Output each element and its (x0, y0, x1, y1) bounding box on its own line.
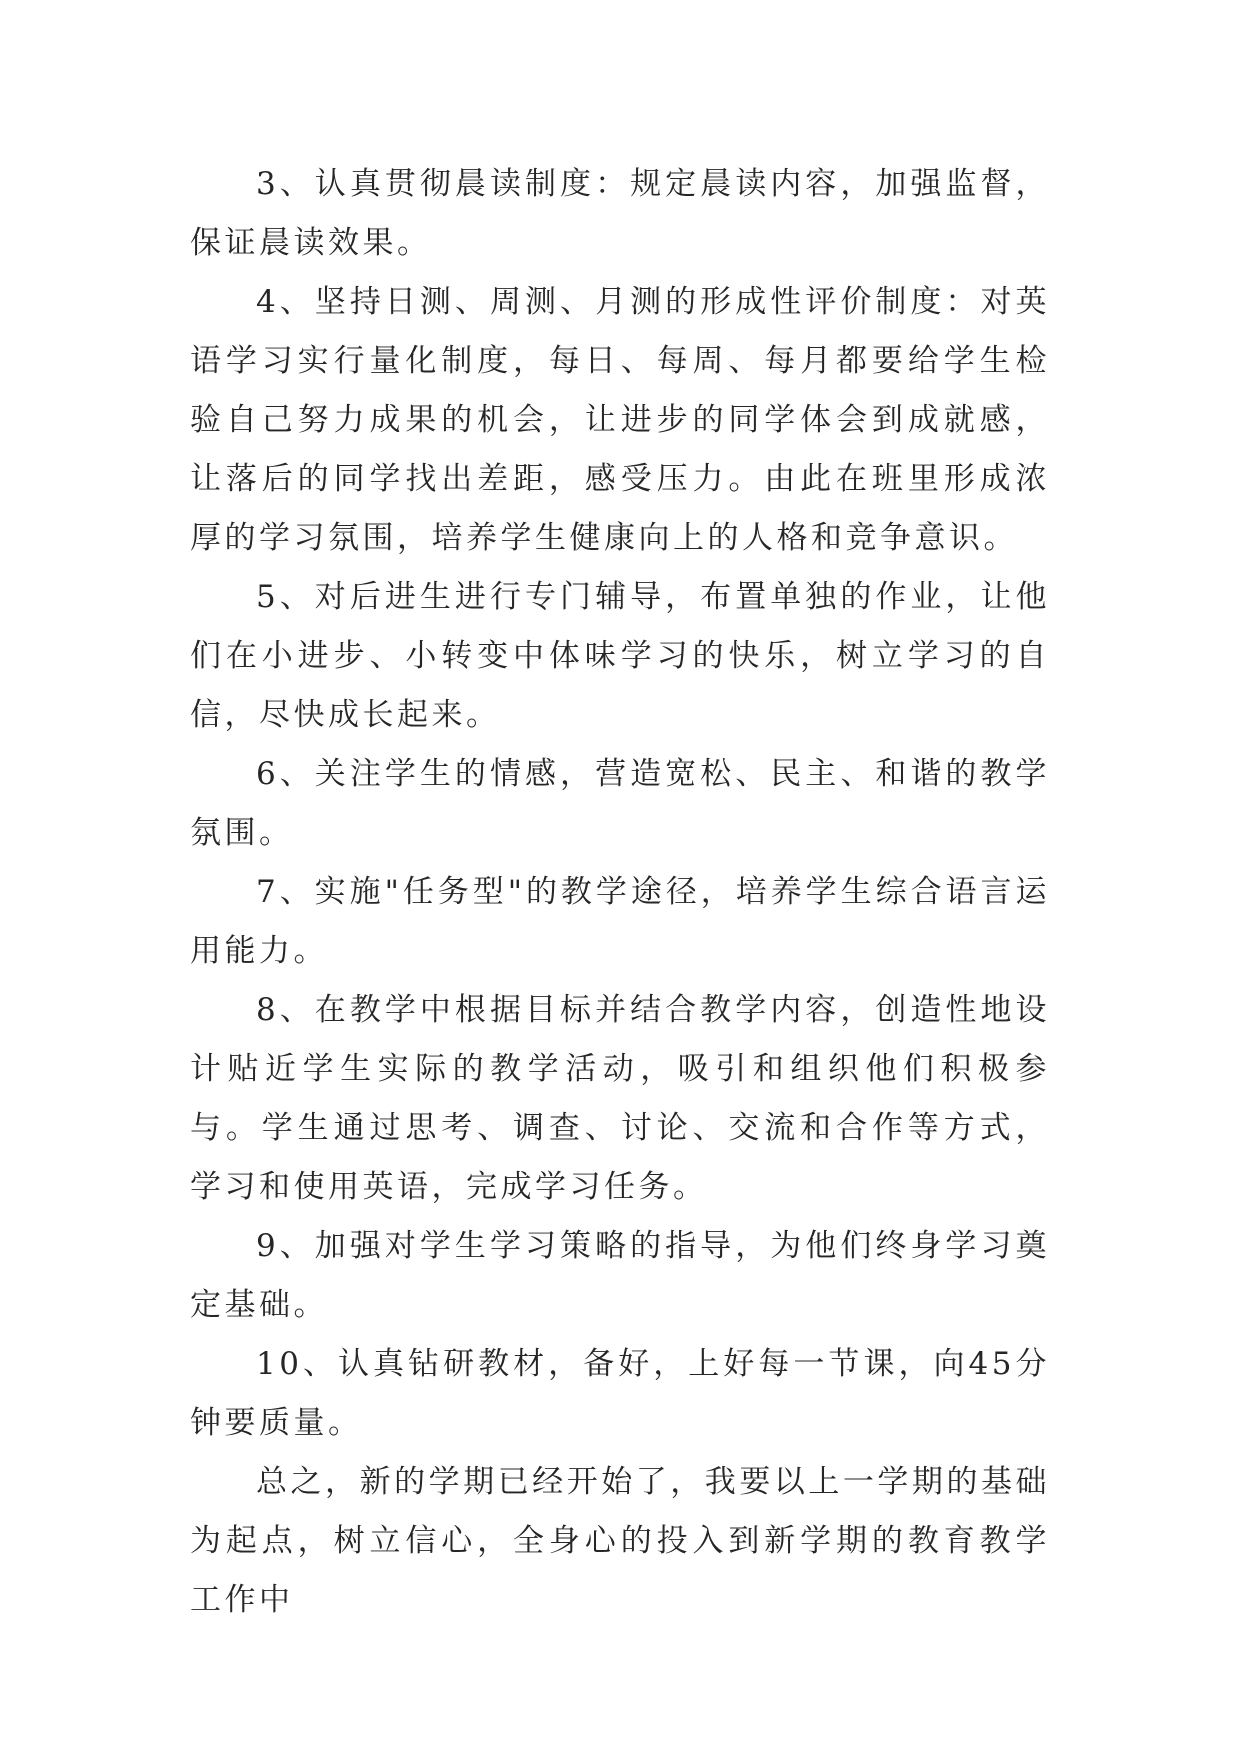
paragraph-item-3: 3、认真贯彻晨读制度：规定晨读内容，加强监督，保证晨读效果。 (190, 166, 1050, 261)
document-body (190, 155, 1050, 1630)
paragraph-summary: 总之，新的学期已经开始了，我要以上一学期的基础为起点，树立信心，全身心的投入到新学期的教育教学工作中 (190, 1464, 1050, 1618)
paragraph-item-9: 9、加强对学生学习策略的指导，为他们终身学习奠定基础。 (190, 1228, 1050, 1323)
paragraph-item-5: 5、对后进生进行专门辅导，布置单独的作业，让他们在小进步、小转变中体味学习的快乐，树立学习的自信，尽快成长起来。 (190, 579, 1050, 733)
paragraph-item-7: 7、实施"任务型"的教学途径，培养学生综合语言运用能力。 (190, 874, 1050, 969)
paragraph-item-4: 4、坚持日测、周测、月测的形成性评价制度：对英语学习实行量化制度，每日、每周、每月都要给学生检验自己努力成果的机会，让进步的同学体会到成就感，让落后的同学找出差距，感受压力。由此在班里形成浓厚的学习氛围，培养学生健康向上的人格和竞争意识。 (190, 284, 1050, 556)
paragraph-item-10: 10、认真钻研教材，备好，上好每一节课，向45分钟要质量。 (190, 1346, 1050, 1441)
paragraph-item-8: 8、在教学中根据目标并结合教学内容，创造性地设计贴近学生实际的教学活动，吸引和组织他们积极参与。学生通过思考、调查、讨论、交流和合作等方式，学习和使用英语，完成学习任务。 (190, 992, 1050, 1205)
paragraph-item-6: 6、关注学生的情感，营造宽松、民主、和谐的教学氛围。 (190, 756, 1050, 851)
